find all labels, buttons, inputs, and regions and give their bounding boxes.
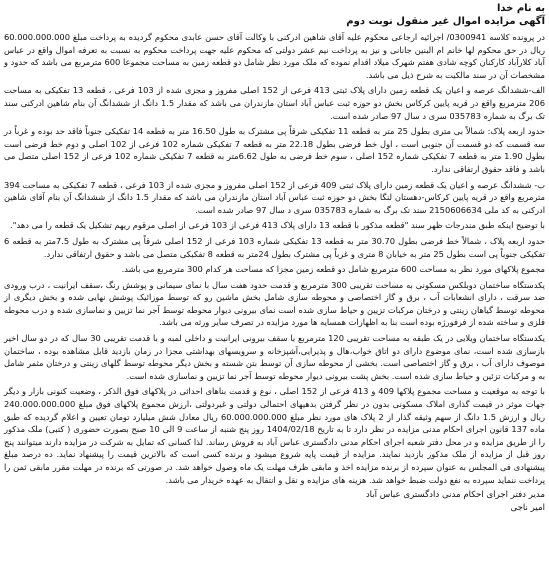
paragraph-villa-building: یکدستگاه ساختمان ویلایی در یک طبقه به مساحت تقریبی 120 مترمربع با سقف بیرونی ایرانیت و داخلی لمبه و با قدمت تقریبی 30 سال که در دو سال اخیر بازسازی شده است، نمای موضوع دارای دو اتاق خواب،هال و پذیرایی،آشپزخانه و سرویسهای بهداشتی مجزا در زمان بازدید قابل مشاهده بوده ، ساختمان موصوف دارای آب ، برق و گاز اختصاصی است. بخشی از محوطه سازی آن توسط بتن شسته و بخش دیگر محوطه توسط گلهای زینتی و درختان مثمر شامل به و مرکبات تزئین و حیاط سازی شده است. بخش پشت بیرونی دیوار محوطه توسط آجر نما تزیین و نماسازی شده است. <box>4 333 545 381</box>
paragraph-valuation-terms: با توجه به موقعیت و مساحت مجموع پلاکها 409 و 413 فرعی از 152 اصلی ، نوع و قدمت بناهای احداثی در پلاکهای فوق الذکر ، وضعیت کنونی بازار و دیگر جهات موثر در قیمت گذاری املاک مسکونی بدون در نظر گرفتن بدهیهای احتمالی دولتی و غیردولتی ،ارزش مجموع پلاکهای فوق مبلغ 240.000.000.000 ریال و ارزش 1.5 دانگ از سهم وثیقه گذار از 2 پلاک های مورد نظر مبلغ 60.000.000.000 ریال معادل شش میلیارد تومان تعیین و اعلام گردیده که طبق ماده 137 قانون اجرای احکام مدنی مزایده در نظر دارد تا به تاریخ 1404/02/18 روز پنج شنبه از ساعت 9 الی 10 صبح بصورت حضوری ( کتبی) ملک مذکور را از طریق مزایده و در محل دفتر شعبه اجرای احکام مدنی دادگستری عباس آباد به فروش رساند. لذا کسانی که تمایل به شرکت در مزایده دارند میتوانند پنج روز قبل از مزایده از ملک مذکور بازدید نمایند. مزایده از قیمت پایه شروع میشود و برنده کسی است که بالاترین قیمت را پیشنهاد نماید. ده درصد مبلغ پیشنهادی فی المجلس به عنوان سپرده از برنده مزایده اخذ و مابقی ظرف مهلت یک ماه وصول خواهد شد. در صورتی که برنده در مهلت مقرر مابقی ثمن را پرداخت ننماید سپرده به نفع دولت ضبط خواهد شد. هزینه های مزایده و نقل و انتقال به عهده خریدار می باشد. <box>4 386 545 485</box>
announcement-title: آگهی مزایده اموال غیر منقول نوبت دوم <box>346 16 545 27</box>
paragraph-deed-note: با توضیح اینکه طبق مندرجات ظهر سند "قطعه مذکور با قطعه 13 دارای پلاک 413 فرعی از 103 فرعی از اصلی مرقوم ریهم تشکیل یک قطعه را می دهد". <box>10 220 545 231</box>
paragraph-plot-a-boundaries: حدود اربعه پلاک: شمالاً بی متری بطول 25 متر به قطعه 11 تفکیکی شرقاً پی مشترک به طول 16.50 متر به قطعه 14 تفکیکی جنوباً فاقد حد بوده و غرباً در سه قسمت که دو قسمت آن جنوبی است ، اول خط فرضی بطول 22.18 متر به قطعه 7 تفکیکی شماره 102 فرعی از 102 اصلی و دوم خط فرضی است بطول 1.90 متر به قطعه 7 تفکیکی شماره 152 اصلی ، سوم خط فرضی به طول 6.62متر به قطعه 7 تفکیکی شماره 102 فرعی از 152 اصلی متصل می باشد و فاقد حقوق ارتفاقی ندارد. <box>4 126 546 174</box>
bismillah-heading: به نام خدا <box>496 3 545 14</box>
paragraph-plot-a: الف-ششدانگ عرصه و اعیان یک قطعه زمین دارای پلاک ثبتی 413 فرعی از 152 اصلی مفروز و مجزی شده از 103 فرعی ، قطعه 13 تفکیکی به مساحت 206 مترمربع واقع در قریه پایین کرکاس بخش دو حوزه ثبت عباس آباد استان مازندران می باشد که مقدار 1.5 دانگ از ششدانگ آن بنام شاهین ادرکنی سند تک برگ به شماره 035783 سری د سال 97 صادر شده است. <box>4 85 545 121</box>
announcement-page <box>4 2 545 574</box>
signature-name: امیر ناجی <box>510 503 545 514</box>
paragraph-case-intro: در پرونده کلاسه 0300941/ اجرائیه ارجاعی محکوم علیه آقای شاهین ادرکنی با وکالت آقای حسن عابدی محکوم گردیده به پرداخت مبلغ 60.000.000.000 ریال در حق محکوم لها خانم ام البنین جانانی و نیز به پرداخت نیم عشر دولتی که محکوم علیه جهت پرداخت محکوم به نسبت به تعرفه اموال واقع در عباس آباد کلارآباد کارکنان کوچه شادی هفتم شهرک میلاد اقدام نموده که ملک مورد نظر شامل دو قطعه زمین به مساحت مجموعا 600 مترمربع می باشد که حدود و مشخصات آن در سند مالکیت به شرح ذیل می باشد. <box>4 32 545 80</box>
paragraph-total-area: مجموع پلاکهای مورد نظر به مساحت 600 مترمربع شامل دو قطعه زمین مجزا که مساحت هر کدام 300 مترمربع می باشد. <box>121 264 545 275</box>
paragraph-duplex-building: یکدستگاه ساختمان دوبلکس مسکونی به مساحت تقریبی 300 مترمربع و قدمت حدود هفت سال با نمای سیمانی و پوشش رنگ ،سقف ایرانیت ، درب ورودی ضد سرقت ، دارای انشعابات آب ، برق و گاز اختصاصی و محوطه سازی شامل بخش ماشین رو که توسط موزائیک پوشش نهایی شده و بخش دیگری از محوطه توسط گیاهان زینتی و درختان مرکبات تزیین و حیاط سازی شده است نمای بیرونی دیوار محوطه توسط آجر نما تزیین و نماسازی شده و درب محوطه فلزی و ساخته شده از فرفورژه بوده است بنا به اظهارات همسایه ها مورد مزایده در تصرف سایر ورثه می باشد. <box>4 279 545 328</box>
signature-office: مدیر دفتر اجرای احکام مدنی دادگستری عباس آباد <box>365 490 545 501</box>
paragraph-plot-b: ب- ششدانگ عرصه و اعیان یک قطعه زمین دارای پلاک ثبتی 409 فرعی از 152 اصلی مفروز و مجزی شده از 103 فرعی ، قطعه 7 تفکیکی به مساحت 394 مترمربع واقع در قریه پایین کرکاس-دهستان لنگا بخش دو حوزه ثبت عباس آباد استان مازندران می باشد که مقدار 1.5 دانگ از ششدانگ آن بنام آقای شاهین ادرکنی به کد ملی 2150606634 سند تک برگ به شماره 035783 سری د سال 97 صادر شده است. <box>4 179 546 215</box>
paragraph-plot-b-boundaries: حدود اربعه پلاک ، شمالاً خط فرضی بطول 30.70 متر به قطعه 13 تفکیکی شماره 103 فرعی از 152 اصلی شرقاً پی مشترک به طول 7.5متر به قطعه 6 تفکیکی جنوباً پی است بطول 25 متر به خیابان 8 متری و غرباً پی مشترک بطول 24متر به قطعه 8 تفکیکی متصل می باشد و حقوق ارتفاقی ندارد. <box>4 235 545 259</box>
